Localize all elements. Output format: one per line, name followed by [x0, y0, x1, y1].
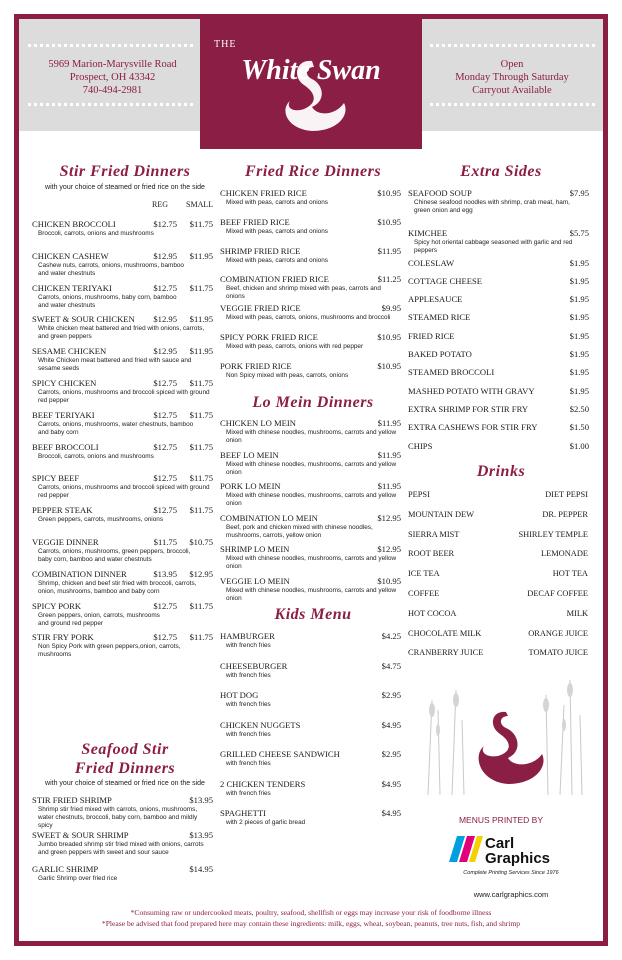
logo-the: THE — [214, 39, 237, 50]
item-description: White Chicken meat battered and fried with sauce and sesame seeds — [38, 357, 192, 373]
section-title-extra-sides: Extra Sides — [460, 163, 542, 180]
menu-item — [220, 720, 401, 750]
item-price: $1.95 — [569, 312, 589, 322]
drink-item: MILK — [566, 608, 588, 618]
item-description: Broccoli, carrots, onions and mushrooms — [38, 452, 154, 460]
item-description: Mixed with peas, carrots and onions — [226, 256, 328, 264]
item-name: CHICKEN LO MEIN — [220, 418, 296, 428]
address-city: Prospect, OH 43342 — [69, 72, 156, 83]
menu-item — [32, 632, 213, 664]
menu-item — [32, 251, 213, 283]
menu-item — [220, 217, 401, 246]
drink-item: DIET PEPSI — [545, 490, 588, 499]
item-name: BEEF FRIED RICE — [220, 216, 290, 227]
item-price: $1.95 — [569, 331, 589, 341]
item-price: $5.75 — [569, 228, 589, 238]
carryout-note: Carryout Available — [472, 85, 552, 96]
section-title-drinks: Drinks — [476, 463, 526, 480]
drink-item: ORANGE JUICE — [528, 628, 588, 638]
menu-item — [32, 473, 213, 505]
item-name: SPICY CHICKEN — [32, 378, 97, 388]
item-price-small: $11.95 — [189, 314, 213, 325]
drink-item: DECAF COFFEE — [527, 589, 588, 598]
phone-number: 740-494-2981 — [82, 85, 143, 96]
item-price-reg: $11.75 — [153, 537, 177, 547]
item-name: STEAMED RICE — [408, 312, 471, 322]
carl-graphics-logo-icon — [447, 832, 483, 864]
menu-item — [32, 795, 213, 830]
item-name: VEGGIE FRIED RICE — [220, 303, 301, 314]
menu-item — [32, 569, 213, 601]
item-description: with 2 pieces of garlic bread — [226, 819, 306, 826]
item-price-small: $11.75 — [189, 473, 213, 484]
item-price-reg: $12.75 — [153, 219, 177, 229]
item-description: Carrots, onions, mushrooms, water chestnuts, bamboo and baby corn — [38, 420, 194, 436]
section-subtitle-seafood: with your choice of steamed or fried rice on the side — [45, 780, 205, 787]
menu-item — [220, 450, 401, 482]
menu-item — [220, 188, 401, 217]
menu-item — [220, 361, 401, 390]
logo-name: White Swan — [241, 55, 381, 86]
item-description: Green peppers, carrots, mushrooms, onions — [38, 516, 164, 524]
item-price-reg: $12.75 — [153, 473, 177, 484]
menu-item — [32, 442, 213, 474]
item-description: Chinese seafood noodles with shrimp, crab meat, ham, green onion and egg — [414, 199, 570, 214]
footer-allergen-warning: *Please be advised that food prepared here may contain these ingredients: milk, eggs, wheat, soybean, peanuts, tree nuts, fish, and shrimp — [101, 919, 521, 928]
item-name: BEEF LO MEIN — [220, 449, 279, 460]
hours-days: Monday Through Saturday — [455, 72, 569, 83]
menu-item — [32, 219, 213, 251]
item-price-reg: $12.75 — [153, 409, 177, 420]
item-price: $1.95 — [569, 386, 589, 396]
item-price: $13.95 — [189, 795, 213, 805]
item-name: APPLESAUCE — [408, 294, 463, 304]
item-description: Non Spicy Pork with green peppers,onion, carrots, mushrooms — [38, 643, 181, 659]
item-price: $1.95 — [569, 349, 589, 359]
menu-item — [220, 544, 401, 576]
drink-item: MOUNTAIN DEW — [408, 509, 475, 519]
column-head-reg: REG — [152, 200, 168, 209]
item-price: $11.95 — [377, 418, 401, 428]
item-name: SWEET & SOUR SHRIMP — [32, 829, 129, 840]
item-price: $13.95 — [189, 829, 213, 840]
item-price-small: $11.75 — [189, 505, 213, 516]
item-name: GRILLED CHEESE SANDWICH — [220, 749, 340, 759]
drink-item: COFFEE — [408, 589, 440, 598]
menu-item — [220, 631, 401, 661]
item-price: $12.95 — [377, 512, 401, 523]
section-title-kids: Kids Menu — [274, 606, 352, 623]
menu-item — [220, 274, 401, 303]
item-price-reg: $12.75 — [153, 378, 177, 388]
menu-item — [220, 418, 401, 450]
menu-item — [32, 410, 213, 442]
item-description: Mixed with peas, carrots, onions, mushrooms and broccoli — [226, 314, 391, 322]
menu-item — [220, 246, 401, 275]
section-title-fried-rice: Fried Rice Dinners — [244, 163, 382, 180]
item-name: CHICKEN FRIED RICE — [220, 188, 307, 198]
menu-item — [220, 749, 401, 779]
item-price: $4.75 — [381, 660, 401, 671]
item-name: FRIED RICE — [408, 331, 455, 341]
item-price: $2.50 — [569, 404, 589, 414]
item-name: MASHED POTATO WITH GRAVY — [408, 386, 535, 396]
item-description: Carrots, onions, mushrooms and broccoli spiced with ground red pepper — [38, 389, 210, 404]
item-name: STEAMED BROCCOLI — [408, 367, 495, 377]
menu-item — [220, 779, 401, 809]
item-description: Mixed with chinese noodles, mushrooms, carrots and yellow onion — [226, 429, 397, 444]
item-name: GARLIC SHRIMP — [32, 864, 99, 874]
item-price: $9.95 — [381, 303, 401, 314]
menu-item — [32, 346, 213, 378]
item-name: KIMCHEE — [408, 228, 448, 238]
item-name: SWEET & SOUR CHICKEN — [32, 314, 135, 325]
item-name: PEPPER STEAK — [32, 505, 93, 516]
drink-item: ROOT BEER — [408, 549, 455, 559]
item-name: BEEF BROCCOLI — [32, 441, 99, 452]
item-price: $1.95 — [569, 276, 589, 286]
item-price: $4.95 — [381, 778, 401, 789]
item-price: $11.95 — [377, 449, 401, 460]
logo — [200, 19, 422, 149]
item-price-small: $11.75 — [189, 219, 213, 229]
footer-raw-food-warning: *Consuming raw or undercooked meats, poultry, seafood, shellfish or eggs may increase your risk of foodborne illness — [130, 908, 492, 917]
item-name: VEGGIE DINNER — [32, 537, 99, 547]
column-head-small: SMALL — [186, 200, 214, 209]
item-name: SPAGHETTI — [220, 808, 266, 818]
item-price: $2.95 — [381, 690, 401, 700]
item-price-reg: $13.95 — [153, 568, 177, 579]
item-description: Mixed with peas, carrots and onions — [226, 199, 328, 206]
item-price: $10.95 — [377, 332, 401, 342]
item-name: BEEF TERIYAKI — [32, 409, 95, 420]
item-price: $10.95 — [377, 188, 401, 198]
drink-item: HOT TEA — [552, 569, 588, 579]
item-name: EXTRA CASHEWS FOR STIR FRY — [408, 422, 538, 432]
drink-item: DR. PEPPER — [542, 509, 588, 519]
item-price-small: $10.75 — [189, 537, 213, 547]
menu-item — [220, 513, 401, 545]
carl-name-line-2: Graphics — [485, 850, 551, 867]
item-description: Spicy hot oriental cabbage seasoned with garlic and red peppers — [414, 239, 573, 254]
item-description: Shrimp stir fried mixed with carrots, onions, mushrooms, water chestnuts, broccoli, baby corn, bamboo and mildly spicy — [38, 806, 198, 829]
drink-item: LEMONADE — [541, 549, 588, 559]
menu-item — [220, 481, 401, 513]
item-price-reg: $12.75 — [153, 505, 177, 516]
item-description: Beef, chicken and shrimp mixed with peas, carrots and onions — [226, 285, 381, 301]
header-dots-left-bottom — [28, 103, 193, 106]
item-name: SHRIMP FRIED RICE — [220, 245, 301, 256]
carl-name-line-1: Carl — [485, 835, 515, 852]
menu-item — [32, 283, 213, 315]
item-name: VEGGIE LO MEIN — [220, 576, 290, 586]
drink-item: CHOCOLATE MILK — [408, 628, 482, 638]
item-price-reg: $12.75 — [153, 441, 177, 452]
drink-item: TOMATO JUICE — [528, 648, 588, 658]
item-name: CHIPS — [408, 441, 433, 451]
item-price: $2.95 — [381, 749, 401, 759]
seafood-title-line-2: Fried Dinners — [74, 760, 176, 777]
item-name: STIR FRY PORK — [32, 632, 94, 643]
item-description: with french fries — [226, 701, 271, 708]
item-price: $4.25 — [381, 631, 401, 641]
item-price-small: $11.75 — [189, 378, 213, 388]
item-price-small: $11.75 — [189, 409, 213, 420]
swan-icon — [200, 19, 422, 149]
item-name: SHRIMP LO MEIN — [220, 544, 290, 555]
menu-item — [32, 378, 213, 410]
item-price-reg: $12.75 — [153, 600, 177, 611]
item-price: $10.95 — [377, 576, 401, 586]
item-name: EXTRA SHRIMP FOR STIR FRY — [408, 404, 529, 414]
drink-item: SHIRLEY TEMPLE — [518, 529, 588, 539]
drink-item: CRANBERRY JUICE — [408, 648, 484, 658]
item-name: CHICKEN NUGGETS — [220, 719, 301, 730]
item-description: with french fries — [226, 730, 271, 738]
item-name: SEAFOOD SOUP — [408, 188, 472, 198]
item-description: Garlic Shrimp over fried rice — [38, 875, 118, 882]
item-price-reg: $12.95 — [153, 250, 177, 261]
carl-graphics-name — [485, 836, 550, 866]
section-title-lo-mein: Lo Mein Dinners — [252, 394, 374, 411]
item-name: SPICY PORK FRIED RICE — [220, 332, 318, 342]
menu-item — [220, 332, 401, 361]
menu-item — [220, 303, 401, 332]
item-price-reg: $12.95 — [153, 314, 177, 325]
item-name: 2 CHICKEN TENDERS — [220, 778, 306, 789]
item-price-small: $11.75 — [189, 441, 213, 452]
item-price-reg: $12.95 — [153, 346, 177, 357]
item-name: CHICKEN CASHEW — [32, 250, 109, 261]
item-description: Carrots, onions, mushrooms, green peppers, broccoli, baby corn, bamboo and water chestnuts — [38, 548, 191, 563]
item-description: Carrots, onions, mushrooms, baby corn, bamboo and water chestnuts — [38, 293, 177, 309]
item-price: $4.95 — [381, 808, 401, 818]
item-description: White chicken meat battered and fried with onions, carrots, and green peppers — [38, 325, 205, 341]
item-description: with french fries — [226, 642, 271, 649]
carl-graphics-tagline: Complete Printing Services Since 1976 — [463, 870, 559, 876]
menu-item — [220, 576, 401, 608]
carl-graphics-url: www.carlgraphics.com — [473, 890, 549, 899]
item-description: Mixed with chinese noodles, mushrooms, carrots and yellow onion — [226, 587, 397, 602]
drink-item: HOT COCOA — [408, 608, 457, 618]
item-price: $10.95 — [377, 360, 401, 371]
item-price: $11.25 — [377, 274, 401, 285]
item-price-small: $11.95 — [189, 346, 213, 357]
item-description: with french fries — [226, 760, 271, 767]
item-price-small: $11.75 — [189, 632, 213, 643]
menu-item — [220, 690, 401, 720]
item-price-reg: $12.75 — [153, 632, 177, 643]
menu-item — [220, 808, 401, 838]
item-name: COTTAGE CHEESE — [408, 276, 483, 286]
item-price: $11.95 — [377, 481, 401, 492]
item-name: BAKED POTATO — [408, 349, 472, 359]
item-price: $1.50 — [569, 422, 589, 432]
menu-item — [32, 830, 213, 865]
item-description: Mixed with peas, carrots, onions with red pepper — [226, 343, 364, 350]
item-price: $12.95 — [377, 544, 401, 555]
item-description: Cashew nuts, carrots, onions, mushrooms, bamboo and water chestnuts — [38, 261, 184, 277]
swan-reeds-illustration — [418, 670, 588, 800]
item-name: CHICKEN BROCCOLI — [32, 219, 116, 229]
item-description: Carrots, onions, mushrooms and broccoli spiced with ground red pepper — [38, 484, 210, 500]
item-description: Non Spicy mixed with peas, carrots, onions — [226, 371, 349, 379]
item-price-small: $12.95 — [189, 568, 213, 579]
restaurant-address — [30, 58, 195, 97]
item-price: $14.95 — [189, 864, 213, 874]
item-price: $1.00 — [569, 441, 589, 451]
item-name: SPICY PORK — [32, 600, 82, 611]
item-price-small: $11.95 — [189, 250, 213, 261]
item-price: $7.95 — [569, 188, 589, 198]
item-name: SESAME CHICKEN — [32, 346, 107, 357]
menu-item — [32, 314, 213, 346]
menu-item — [32, 537, 213, 569]
section-subtitle-stir-fried: with your choice of steamed or fried rice on the side — [45, 184, 205, 191]
drink-item: ICE TEA — [408, 569, 440, 579]
item-name: PORK FRIED RICE — [220, 360, 292, 371]
item-description: Jumbo breaded shrimp stir fried mixed with onions, carrots and green peppers with sweet and sour sauce — [38, 840, 204, 856]
item-name: COMBINATION FRIED RICE — [220, 274, 329, 285]
item-price: $11.95 — [377, 245, 401, 256]
section-title-seafood — [30, 740, 220, 778]
item-name: SPICY BEEF — [32, 473, 80, 484]
item-price: $1.95 — [569, 258, 589, 268]
drink-item: PEPSI — [408, 490, 430, 499]
item-price: $1.95 — [569, 294, 589, 304]
item-description: Mixed with chinese noodles, mushrooms, carrots and yellow onion — [226, 460, 397, 476]
item-name: STIR FRIED SHRIMP — [32, 795, 112, 805]
item-description: with french fries — [226, 671, 271, 679]
item-name: PORK LO MEIN — [220, 481, 281, 492]
menu-item — [32, 864, 213, 899]
item-description: Shrimp, chicken and beef stir fried with broccoli, carrots, onion, mushrooms, bamboo and baby corn — [38, 579, 197, 595]
hours-info — [426, 58, 598, 97]
item-price: $4.95 — [381, 719, 401, 730]
item-price-small: $11.75 — [189, 600, 213, 611]
item-description: Mixed with chinese noodles, mushrooms, carrots and yellow onion — [226, 555, 397, 571]
item-description: Green peppers, onion, carrots, mushrooms and ground red pepper — [38, 611, 160, 627]
item-price-small: $11.75 — [189, 282, 213, 293]
item-price-reg: $12.75 — [153, 282, 177, 293]
drink-item: SIERRA MIST — [408, 529, 460, 539]
section-title-stir-fried: Stir Fried Dinners — [59, 163, 191, 180]
item-price: $10.95 — [377, 216, 401, 227]
header-dots-right-bottom — [430, 103, 595, 106]
seafood-title-line-1: Seafood Stir — [81, 741, 169, 758]
item-name: CHEESEBURGER — [220, 660, 288, 671]
item-price: $1.95 — [569, 367, 589, 377]
item-name: HAMBURGER — [220, 631, 275, 641]
header-dots-left-top — [28, 44, 193, 47]
menu-item — [220, 661, 401, 691]
item-name: COMBINATION DINNER — [32, 568, 127, 579]
header-dots-right-top — [430, 44, 595, 47]
menu-item — [32, 505, 213, 537]
item-name: COMBINATION LO MEIN — [220, 512, 318, 523]
item-description: Beef, pork and chicken mixed with chinese noodles, mushrooms, carrots, yellow onion — [226, 523, 373, 539]
item-description: Broccoli, carrots, onions and mushrooms — [38, 230, 154, 237]
hours-open: Open — [500, 59, 524, 70]
menus-printed-by: MENUS PRINTED BY — [458, 815, 544, 825]
address-line: 5969 Marion-Marysville Road — [48, 59, 177, 70]
item-description: Mixed with chinese noodles, mushrooms, carrots and yellow onion — [226, 492, 397, 508]
item-description: with french fries — [226, 789, 271, 797]
item-name: CHICKEN TERIYAKI — [32, 282, 112, 293]
menu-item — [32, 601, 213, 633]
item-name: COLESLAW — [408, 258, 455, 268]
item-name: HOT DOG — [220, 690, 259, 700]
item-description: Mixed with peas, carrots and onions — [226, 227, 328, 235]
